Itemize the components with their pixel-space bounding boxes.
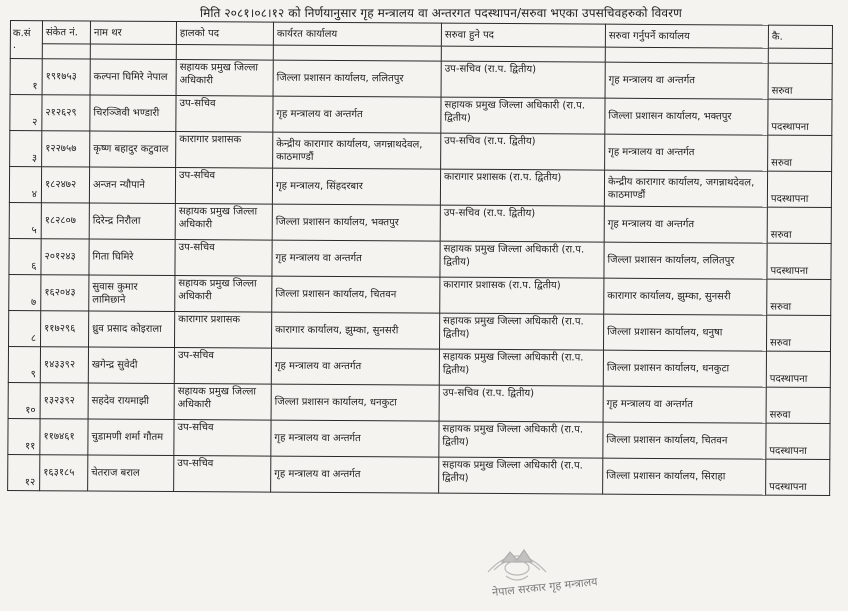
cell-name: अन्जन न्यौपाने bbox=[89, 167, 175, 204]
cell-office: जिल्ला प्रशासन कार्यालय, चितवन bbox=[272, 276, 440, 313]
stamp-text: नेपाल सरकार गृह मन्त्रालय bbox=[491, 575, 599, 600]
cell-office: गृह मन्त्रालय वा अन्तर्गत bbox=[271, 420, 439, 457]
table-row bbox=[9, 238, 831, 279]
cell-new-office: जिल्ला प्रशासन कार्यालय, धनुषा bbox=[603, 314, 766, 351]
cell-remarks: सरुवा bbox=[767, 279, 831, 315]
cell-code: १९१७५३ bbox=[42, 59, 90, 95]
cell-sn: १० bbox=[8, 382, 40, 418]
table-row bbox=[8, 454, 830, 495]
cell-current-post: उप-सचिव bbox=[175, 240, 272, 277]
cell-code: ११७४६१ bbox=[40, 419, 88, 455]
cell-new-office: जिल्ला प्रशासन कार्यालय, चितवन bbox=[603, 422, 766, 459]
table-row bbox=[10, 95, 832, 136]
cell-new-post: सहायक प्रमुख जिल्ला अधिकारी (रा.प. द्वितीय) bbox=[439, 421, 603, 458]
cell-code: २०१२४३ bbox=[41, 239, 89, 275]
cell-code: १६२०४३ bbox=[41, 275, 89, 311]
cell-remarks: सरुवा bbox=[766, 315, 830, 351]
cell-remarks: पदस्थापना bbox=[766, 459, 830, 495]
cell-office: कारागार कार्यालय, झुम्का, सुनसरी bbox=[272, 312, 440, 349]
table-row bbox=[10, 131, 832, 172]
header-spacer bbox=[176, 45, 273, 61]
cell-code: १८२८०७ bbox=[41, 203, 89, 239]
cell-remarks: सरुवा bbox=[766, 387, 830, 423]
table-row bbox=[10, 59, 832, 100]
cell-remarks: पदस्थापना bbox=[768, 99, 832, 135]
header-remarks: कै. bbox=[768, 25, 832, 48]
cell-name: सुवास कुमार लामिछाने bbox=[89, 275, 175, 312]
header-office: कार्यरत कार्यालय bbox=[273, 22, 441, 46]
cell-sn: ११ bbox=[8, 418, 40, 454]
cell-office: गृह मन्त्रालय वा अन्तर्गत bbox=[273, 96, 441, 133]
table-row bbox=[8, 382, 830, 423]
table-row bbox=[9, 274, 831, 315]
cell-office: गृह मन्त्रालय वा अन्तर्गत bbox=[271, 348, 439, 385]
cell-remarks: पदस्थापना bbox=[766, 423, 830, 459]
cell-office: गृह मन्त्रालय, सिंहदरबार bbox=[272, 168, 440, 205]
cell-remarks: सरुवा bbox=[767, 207, 831, 243]
cell-name: चेतराज बराल bbox=[88, 455, 174, 492]
header-spacer bbox=[768, 48, 832, 63]
cell-code: १२२७५७ bbox=[42, 131, 90, 167]
header-spacer bbox=[90, 44, 176, 60]
header-spacer bbox=[42, 44, 90, 59]
cell-office: जिल्ला प्रशासन कार्यालय, भक्तपुर bbox=[272, 204, 440, 241]
header-name: नाम थर bbox=[90, 21, 176, 45]
header-sn bbox=[10, 21, 42, 59]
header-code: संकेत नं. bbox=[42, 21, 90, 44]
cell-new-office: जिल्ला प्रशासन कार्यालय, सिराहा bbox=[603, 458, 766, 495]
cell-current-post: उप-सचिव bbox=[174, 348, 271, 385]
header-spacer bbox=[273, 45, 441, 61]
cell-new-post: सहायक प्रमुख जिल्ला अधिकारी (रा.प. द्वितीय) bbox=[439, 457, 603, 494]
cell-new-office: जिल्ला प्रशासन कार्यालय, भक्तपुर bbox=[605, 98, 768, 135]
cell-sn: ७ bbox=[9, 274, 41, 310]
cell-current-post: सहायक प्रमुख जिल्ला अधिकारी bbox=[175, 276, 272, 313]
cell-current-post: सहायक प्रमुख जिल्ला अधिकारी bbox=[174, 384, 271, 421]
cell-code: ११७२९६ bbox=[41, 311, 89, 347]
table-row bbox=[9, 202, 831, 243]
cell-new-office: जिल्ला प्रशासन कार्यालय, धनकुटा bbox=[603, 350, 766, 387]
cell-new-post: सहायक प्रमुख जिल्ला अधिकारी (रा.प. द्वितीय) bbox=[439, 349, 603, 386]
cell-code: १३२३९२ bbox=[40, 383, 88, 419]
cell-name: ध्रुव प्रसाद कोइराला bbox=[89, 311, 175, 348]
cell-new-office: गृह मन्त्रालय वा अन्तर्गत bbox=[604, 206, 767, 243]
header-new-post: सरुवा हुने पद bbox=[441, 23, 605, 47]
cell-office: जिल्ला प्रशासन कार्यालय, ललितपुर bbox=[273, 60, 441, 97]
header-spacer bbox=[441, 46, 605, 62]
cell-new-post: सहायक प्रमुख जिल्ला अधिकारी (रा.प. द्वितीय) bbox=[440, 241, 604, 278]
cell-current-post: कारागार प्रशासक bbox=[175, 312, 272, 349]
cell-new-office: गृह मन्त्रालय वा अन्तर्गत bbox=[605, 62, 768, 99]
cell-remarks: सरुवा bbox=[768, 63, 832, 99]
cell-new-office: कारागार कार्यालय, झुम्का, सुनसरी bbox=[604, 278, 767, 315]
cell-name: कल्पना घिमिरे नेपाल bbox=[90, 59, 176, 96]
cell-current-post: उप-सचिव bbox=[175, 168, 272, 205]
cell-current-post: उप-सचिव bbox=[176, 96, 273, 133]
cell-new-office: केन्द्रीय कारागार कार्यालय, जगन्नाथदेवल, काठमाण्डौं bbox=[604, 170, 767, 207]
cell-remarks: पदस्थापना bbox=[766, 351, 830, 387]
cell-current-post: सहायक प्रमुख जिल्ला अधिकारी bbox=[175, 204, 272, 241]
table-row bbox=[9, 167, 831, 208]
cell-sn: ९ bbox=[8, 346, 40, 382]
table-row bbox=[9, 310, 831, 351]
header-spacer bbox=[605, 47, 768, 63]
cell-office: केन्द्रीय कारागार कार्यालय, जगन्नाथदेवल, काठमाण्डौं bbox=[273, 132, 441, 169]
cell-current-post: सहायक प्रमुख जिल्ला अधिकारी bbox=[176, 60, 273, 97]
cell-code: २१२६२९ bbox=[42, 95, 90, 131]
cell-sn: १२ bbox=[8, 454, 40, 490]
cell-office: जिल्ला प्रशासन कार्यालय, धनकुटा bbox=[271, 384, 439, 421]
cell-code: १४३३९२ bbox=[40, 347, 88, 383]
transfer-table bbox=[7, 20, 833, 496]
header-new-office: सरुवा गर्नुपर्ने कार्यालय bbox=[605, 24, 768, 48]
cell-sn: ३ bbox=[10, 131, 42, 167]
cell-current-post: उप-सचिव bbox=[174, 456, 271, 493]
cell-new-office: जिल्ला प्रशासन कार्यालय, ललितपुर bbox=[604, 242, 767, 279]
cell-current-post: कारागार प्रशासक bbox=[176, 132, 273, 169]
cell-name: गिता घिमिरे bbox=[89, 239, 175, 276]
cell-new-post: उप-सचिव (रा.प. द्वितीय) bbox=[440, 205, 604, 242]
cell-new-post: कारागार प्रशासक (रा.प. द्वितीय) bbox=[440, 277, 604, 314]
table-body bbox=[8, 59, 833, 496]
cell-sn: २ bbox=[10, 95, 42, 131]
cell-office: गृह मन्त्रालय वा अन्तर्गत bbox=[271, 456, 439, 493]
cell-code: १६३१८५ bbox=[40, 455, 88, 491]
cell-office: गृह मन्त्रालय वा अन्तर्गत bbox=[272, 240, 440, 277]
header-current-post: हालको पद bbox=[176, 22, 273, 46]
cell-sn: ८ bbox=[9, 310, 41, 346]
cell-sn: ४ bbox=[9, 167, 41, 203]
cell-remarks: सरुवा bbox=[768, 135, 832, 171]
cell-new-office: गृह मन्त्रालय वा अन्तर्गत bbox=[605, 134, 768, 171]
cell-sn: ६ bbox=[9, 238, 41, 274]
header-sn-label: क.सं bbox=[12, 27, 31, 39]
cell-new-post: उप-सचिव (रा.प. द्वितीय) bbox=[441, 133, 605, 170]
table-row bbox=[8, 346, 830, 387]
cell-name: दिरेन्द्र निरौला bbox=[89, 203, 175, 240]
cell-new-post: उप-सचिव (रा.प. द्वितीय) bbox=[441, 61, 605, 98]
page-title: मिति २०८१।०८।१२ को निर्णयानुसार गृह मन्त्रालय वा अन्तरगत पदस्थापन/सरुवा भएका उपसचिवहरुको विवरण bbox=[200, 6, 682, 20]
header-sn-dot: . bbox=[12, 39, 17, 51]
cell-remarks: पदस्थापना bbox=[767, 243, 831, 279]
transfer-table-sheet bbox=[7, 20, 832, 496]
cell-name: कृष्ण बहादुर कटुवाल bbox=[90, 131, 176, 168]
cell-sn: १ bbox=[10, 59, 42, 95]
cell-name: सहदेव रायमाझी bbox=[88, 383, 174, 420]
cell-name: खगेन्द्र सुवेदी bbox=[88, 347, 174, 384]
cell-sn: ५ bbox=[9, 202, 41, 238]
cell-name: चिरञ्जिवी भण्डारी bbox=[90, 95, 176, 132]
cell-remarks: पदस्थापना bbox=[767, 171, 831, 207]
cell-new-post: सहायक प्रमुख जिल्ला अधिकारी (रा.प. द्वितीय) bbox=[441, 97, 605, 134]
table-row bbox=[8, 418, 830, 459]
cell-new-office: गृह मन्त्रालय वा अन्तर्गत bbox=[603, 386, 766, 423]
cell-name: चुडामणी शर्मा गौतम bbox=[88, 419, 174, 456]
cell-new-post: कारागार प्रशासक (रा.प. द्वितीय) bbox=[440, 169, 604, 206]
cell-new-post: उप-सचिव (रा.प. द्वितीय) bbox=[439, 385, 603, 422]
cell-new-post: सहायक प्रमुख जिल्ला अधिकारी (रा.प. द्वितीय) bbox=[439, 313, 603, 350]
cell-code: १८२४७२ bbox=[41, 167, 89, 203]
cell-current-post: उप-सचिव bbox=[174, 420, 271, 457]
